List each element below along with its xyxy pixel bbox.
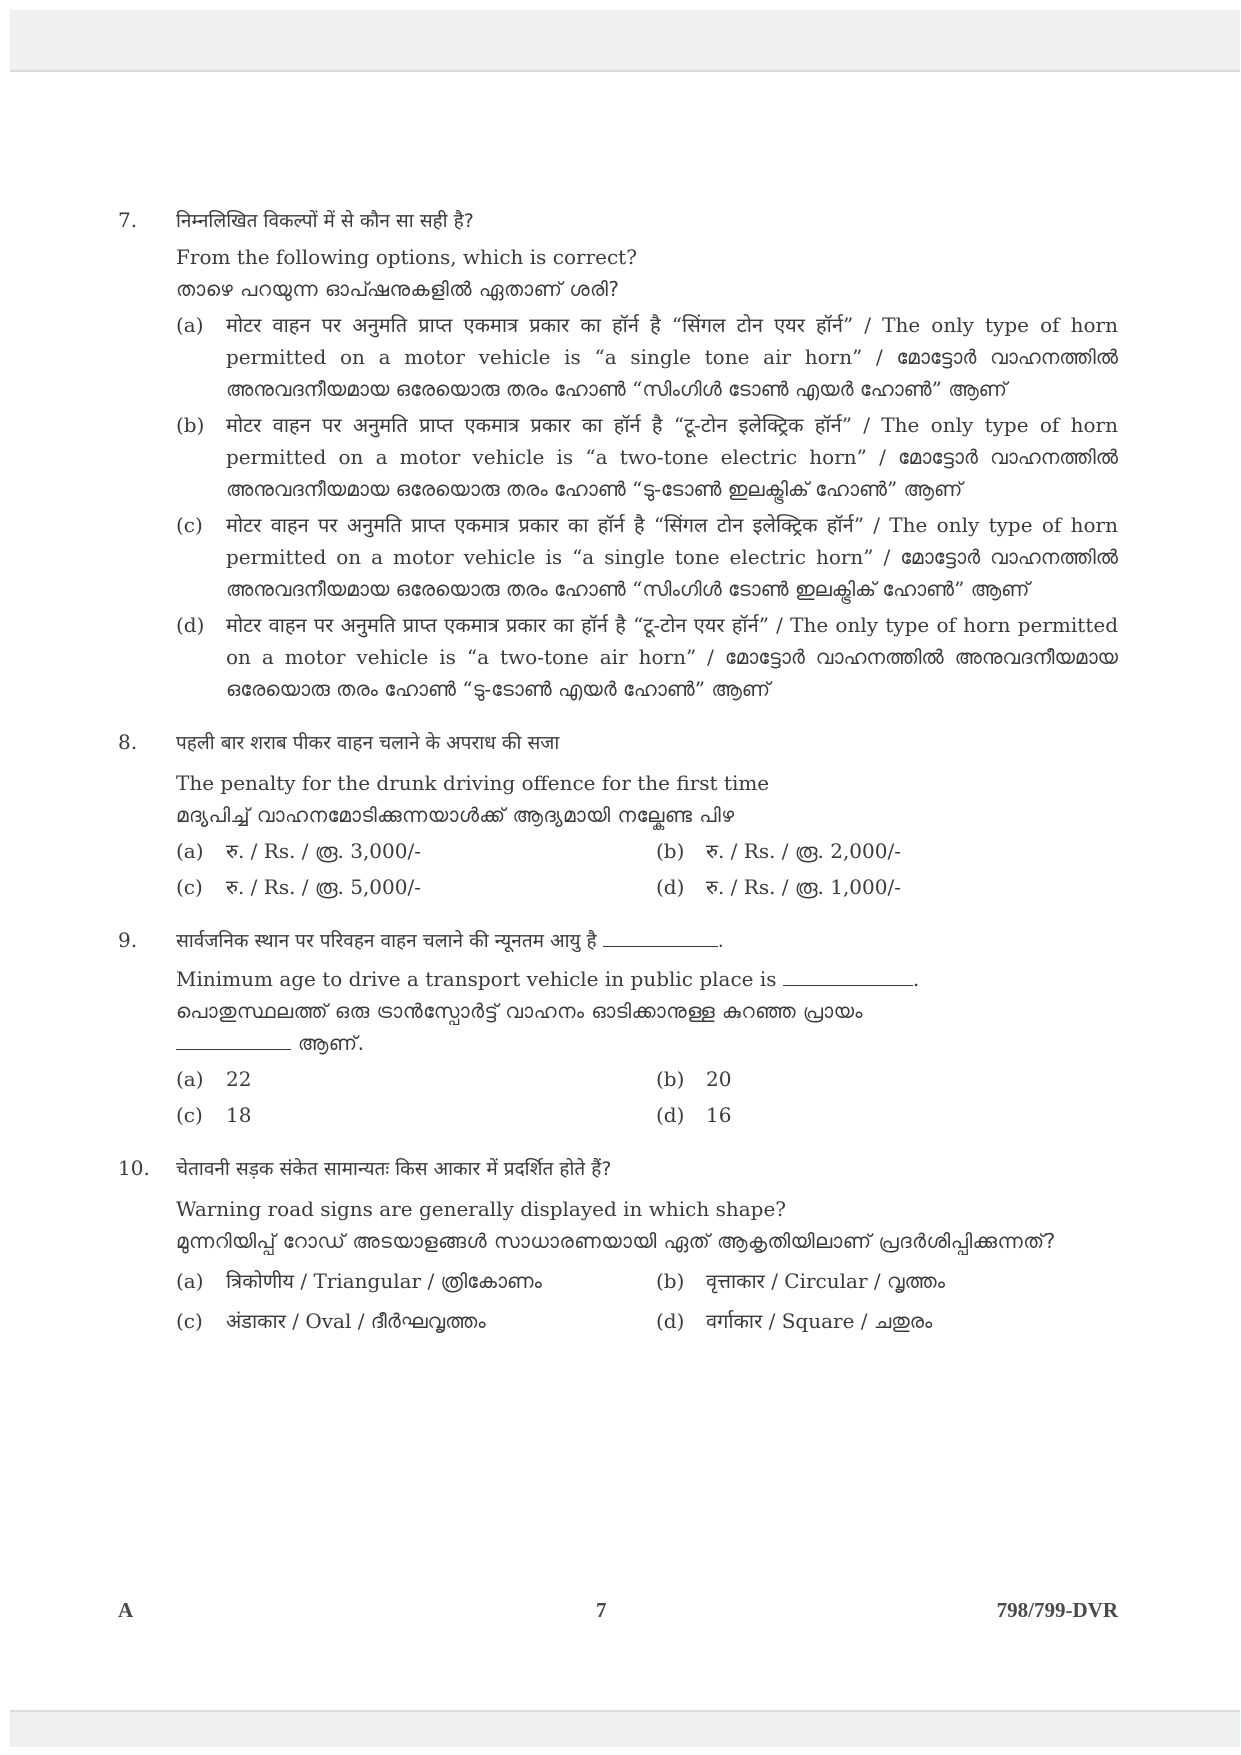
option-label: (a) [176, 313, 204, 337]
question-malayalam: മുന്നറിയിപ്പ് റോഡ് അടയാളങ്ങൾ സാധാരണയായി ഏത് ആകൃതിയിലാണ് പ്രദർശിപ്പിക്കുന്നത്? [176, 1229, 1056, 1253]
page-footer [118, 1598, 1118, 1628]
option-label: (d) [176, 613, 205, 637]
option-b[interactable] [176, 409, 1118, 505]
option-b[interactable] [656, 1265, 1136, 1297]
answer-blank [176, 1031, 291, 1050]
question-hindi: पहली बार शराब पीकर वाहन चलाने के अपराध की सजा [176, 732, 560, 754]
option-label: (c) [176, 513, 203, 537]
option-label: (a) [176, 1269, 204, 1293]
question-number: 7. [118, 208, 138, 232]
question-7 [118, 205, 1118, 705]
option-label: (a) [176, 1067, 204, 1091]
scan-top-edge [10, 10, 1240, 72]
option-text: रु. / Rs. / രൂ. 1,000/- [706, 875, 901, 899]
option-label: (d) [656, 875, 685, 899]
question-8 [118, 727, 1118, 903]
option-label: (c) [176, 1103, 203, 1127]
paper-code: 798/799-DVR [996, 1598, 1118, 1622]
page-number: 7 [596, 1598, 607, 1622]
option-label: (d) [656, 1103, 685, 1127]
option-label: (a) [176, 839, 204, 863]
option-text: मोटर वाहन पर अनुमति प्राप्त एकमात्र प्रकार का हॉर्न है “सिंगल टोन इलेक्ट्रिक हॉर्न” / The only type of horn permitted on a motor vehicle is “a single tone electric horn” / മോട്ടോർ വാഹനത്തിൽ അനുവദനീയമായ ഒരേയൊരു തരം ഹോൺ “സിംഗിൾ ടോൺ ഇലക്ട്രിക് ഹോൺ” ആണ് [226, 513, 1118, 601]
option-text: रु. / Rs. / രൂ. 5,000/- [226, 875, 421, 899]
option-label: (b) [656, 1067, 685, 1091]
option-text: 16 [706, 1103, 732, 1127]
option-d[interactable] [656, 1099, 1136, 1131]
question-english: Minimum age to drive a transport vehicle in public place is . [176, 967, 920, 991]
option-a[interactable] [176, 1063, 656, 1095]
question-english: The penalty for the drunk driving offence for the first time [176, 771, 770, 795]
option-a[interactable] [176, 835, 656, 867]
options-grid [176, 1063, 1118, 1131]
question-page [118, 205, 1118, 1337]
options-grid [176, 1265, 1118, 1337]
option-text: रु. / Rs. / രൂ. 2,000/- [706, 839, 901, 863]
option-b[interactable] [656, 1063, 1136, 1095]
option-text: 18 [226, 1103, 252, 1127]
question-malayalam: മദ്യപിച്ച് വാഹനമോടിക്കുന്നയാൾക്ക് ആദ്യമായി നല്കേണ്ട പിഴ [176, 803, 735, 827]
option-c[interactable] [176, 1305, 656, 1337]
options-grid [176, 835, 1118, 903]
option-text: वर्गाकार / Square / ചതുരം [706, 1309, 933, 1333]
option-text: 20 [706, 1067, 732, 1091]
option-text: मोटर वाहन पर अनुमति प्राप्त एकमात्र प्रकार का हॉर्न है “टू-टोन एयर हॉर्न” / The only type of horn permitted on a motor vehicle is “a two-tone air horn” / മോട്ടോർ വാഹനത്തിൽ അനുവദനീയമായ ഒരേയൊരു തരം ഹോൺ “ടു-ടോൺ എയർ ഹോൺ” ആണ് [226, 613, 1118, 701]
option-label: (c) [176, 875, 203, 899]
answer-blank [603, 928, 718, 947]
option-a[interactable] [176, 309, 1118, 405]
question-english: From the following options, which is correct? [176, 245, 637, 269]
series-code: A [118, 1598, 134, 1622]
question-english: Warning road signs are generally displayed in which shape? [176, 1197, 787, 1221]
option-text: 22 [226, 1067, 252, 1091]
option-text: त्रिकोणीय / Triangular / ത്രികോണം [226, 1269, 542, 1293]
option-text: मोटर वाहन पर अनुमति प्राप्त एकमात्र प्रकार का हॉर्न है “सिंगल टोन एयर हॉर्न” / The only type of horn permitted on a motor vehicle is “a single tone air horn” / മോട്ടോർ വാഹനത്തിൽ അനുവദനീയമായ ഒരേയൊരു തരം ഹോൺ “സിംഗിൾ ടോൺ എയർ ഹോൺ” ആണ് [226, 313, 1118, 401]
option-label: (b) [656, 1269, 685, 1293]
question-hindi: निम्नलिखित विकल्पों में से कौन सा सही है? [176, 210, 474, 232]
question-malayalam: താഴെ പറയുന്ന ഓപ്ഷനുകളിൽ ഏതാണ് ശരി? [176, 277, 620, 301]
answer-blank [783, 967, 913, 986]
option-c[interactable] [176, 871, 656, 903]
question-9 [118, 925, 1118, 1131]
question-malayalam: പൊതുസ്ഥലത്ത് ഒരു ട്രാൻസ്പോർട്ട് വാഹനം ഓടിക്കാനുള്ള കുറഞ്ഞ പ്രായം ആണ്. [176, 999, 863, 1055]
question-number: 8. [118, 730, 138, 754]
option-text: वृत्ताकार / Circular / വൃത്തം [706, 1269, 946, 1293]
question-hindi: चेतावनी सड़क संकेत सामान्यतः किस आकार में प्रदर्शित होते हैं? [176, 1158, 612, 1180]
question-10 [118, 1153, 1118, 1337]
option-text: रु. / Rs. / രൂ. 3,000/- [226, 839, 421, 863]
option-text: अंडाकार / Oval / ദീർഘവൃത്തം [226, 1309, 486, 1333]
option-text: मोटर वाहन पर अनुमति प्राप्त एकमात्र प्रकार का हॉर्न है “टू-टोन इलेक्ट्रिक हॉर्न” / The only type of horn permitted on a motor vehicle is “a two-tone electric horn” / മോട്ടോർ വാഹനത്തിൽ അനുവദനീയമായ ഒരേയൊരു തരം ഹോൺ “ടു-ടോൺ ഇലക്ട്രിക് ഹോൺ” ആണ് [226, 413, 1118, 501]
option-d[interactable] [656, 1305, 1136, 1337]
question-number: 9. [118, 928, 138, 952]
option-b[interactable] [656, 835, 1136, 867]
question-number: 10. [118, 1156, 150, 1180]
option-label: (b) [176, 413, 205, 437]
option-label: (c) [176, 1309, 203, 1333]
option-d[interactable] [656, 871, 1136, 903]
question-hindi: सार्वजनिक स्थान पर परिवहन वाहन चलाने की न्यूनतम आयु है . [176, 930, 724, 952]
option-label: (d) [656, 1309, 685, 1333]
option-a[interactable] [176, 1265, 656, 1297]
option-label: (b) [656, 839, 685, 863]
scan-bottom-edge [10, 1710, 1240, 1747]
option-d[interactable] [176, 609, 1118, 705]
option-c[interactable] [176, 509, 1118, 605]
option-c[interactable] [176, 1099, 656, 1131]
